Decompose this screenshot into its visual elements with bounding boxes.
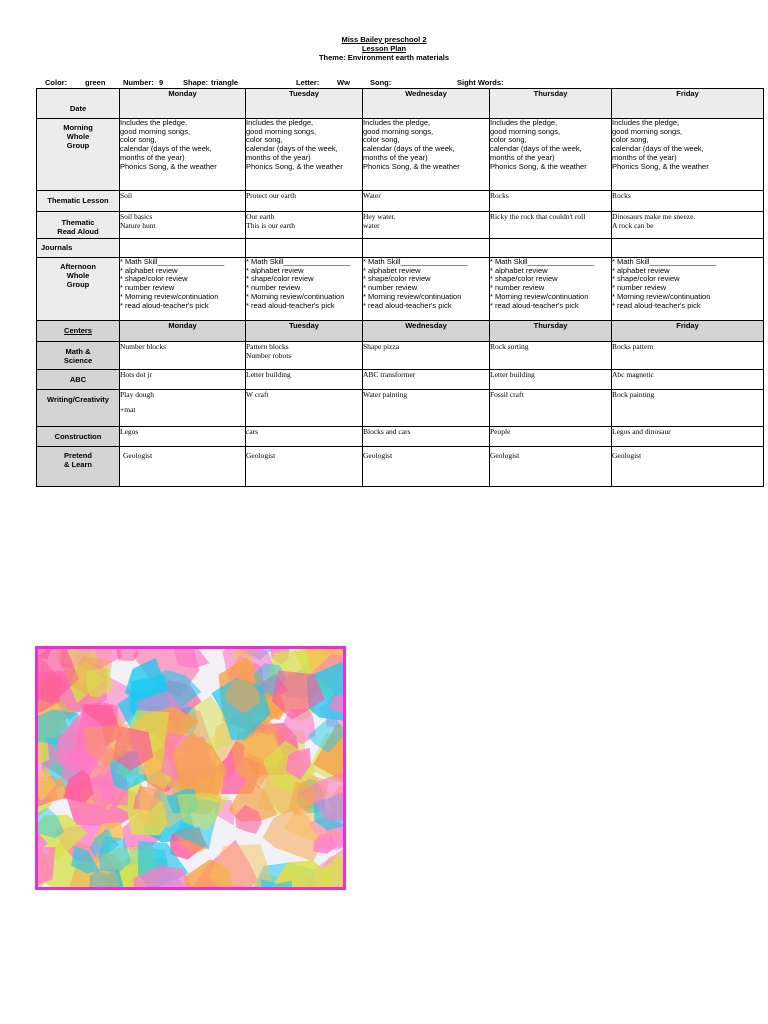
morning-label: Morning Whole Group: [37, 119, 120, 191]
afternoon-line: * number review: [120, 283, 175, 293]
math-cell: Shape pizza: [363, 342, 490, 370]
writing-label: Writing/Creativity: [37, 390, 120, 427]
morning-cell: [363, 119, 490, 191]
afternoon-label: Afternoon Whole Group: [37, 258, 120, 321]
journal-cell: [120, 239, 246, 258]
tissue-piece: [174, 649, 209, 668]
lesson-cell: Protect our earth: [246, 191, 363, 212]
afternoon-line: * read aloud-teacher's pick: [363, 300, 452, 310]
morning-line: Phonics Song, & the weather: [490, 161, 587, 171]
journal-cell: [363, 239, 490, 258]
afternoon-line: * number review: [363, 283, 418, 293]
construction-row: [37, 427, 764, 447]
morning-line: Includes the pledge,: [612, 118, 680, 127]
shape-label: Shape:: [183, 78, 209, 87]
abc-cell: Hots dot jr: [120, 370, 246, 390]
days-header-row: [37, 89, 764, 119]
center-day-header: Friday: [612, 321, 764, 342]
math-cell: Rocks pattern: [612, 342, 764, 370]
thematic-lesson-row: [37, 191, 764, 212]
construction-cell: cars: [246, 427, 363, 447]
abc-row: [37, 370, 764, 390]
abc-label: ABC: [37, 370, 120, 390]
morning-line: good morning songs,: [612, 126, 683, 136]
pretend-cell: Geologist: [246, 447, 363, 487]
morning-line: color song,: [363, 135, 400, 145]
morning-line: months of the year): [120, 152, 185, 162]
afternoon-line: * shape/color review: [490, 274, 558, 284]
plan-subtitle: Lesson Plan: [361, 44, 407, 53]
afternoon-line: * number review: [612, 283, 667, 293]
pretend-cell: Geologist: [612, 447, 764, 487]
afternoon-line: * Math Skill________________: [120, 257, 225, 266]
morning-cell: [120, 119, 246, 191]
morning-line: Includes the pledge,: [363, 118, 431, 127]
morning-line: calendar (days of the week,: [120, 144, 212, 154]
morning-line: months of the year): [246, 152, 311, 162]
morning-line: good morning songs,: [363, 126, 434, 136]
afternoon-line: * shape/color review: [363, 274, 431, 284]
read-aloud-row: [37, 212, 764, 239]
afternoon-line: * Morning review/continuation: [246, 291, 345, 301]
day-header: Friday: [612, 89, 764, 119]
afternoon-row: [37, 258, 764, 321]
morning-line: Includes the pledge,: [120, 118, 188, 127]
color-label: Color:: [45, 78, 68, 87]
center-day-header: Thursday: [490, 321, 612, 342]
journals-label: Journals: [37, 239, 120, 258]
afternoon-line: * alphabet review: [612, 265, 670, 275]
number-value: 9: [159, 78, 164, 87]
afternoon-line: * Morning review/continuation: [363, 291, 462, 301]
morning-line: calendar (days of the week,: [490, 144, 582, 154]
math-cell: Rock sorting: [490, 342, 612, 370]
afternoon-line: * alphabet review: [120, 265, 178, 275]
color-value: green: [85, 78, 106, 87]
morning-line: calendar (days of the week,: [246, 144, 338, 154]
morning-line: color song,: [120, 135, 157, 145]
construction-cell: People: [490, 427, 612, 447]
morning-line: Phonics Song, & the weather: [246, 161, 343, 171]
afternoon-line: * shape/color review: [120, 274, 188, 284]
afternoon-line: * Morning review/continuation: [612, 291, 711, 301]
letter-label: Letter:: [296, 78, 320, 87]
afternoon-line: * read aloud-teacher's pick: [120, 300, 209, 310]
math-cell: Number blocks: [120, 342, 246, 370]
afternoon-line: * number review: [246, 283, 301, 293]
morning-line: months of the year): [363, 152, 428, 162]
song-label: Song:: [370, 78, 392, 87]
afternoon-line: * Math Skill________________: [246, 257, 351, 266]
construction-cell: Legos and dinosaur: [612, 427, 764, 447]
writing-cell: Fossil craft: [490, 390, 612, 427]
center-day-header: Wednesday: [363, 321, 490, 342]
writing-row: [37, 390, 764, 427]
shape-value: triangle: [211, 78, 239, 87]
writing-cell: W craft: [246, 390, 363, 427]
abc-cell: ABC transformer: [363, 370, 490, 390]
construction-cell: Legos: [120, 427, 246, 447]
math-science-label: Math & Science: [37, 342, 120, 370]
afternoon-line: * read aloud-teacher's pick: [246, 300, 335, 310]
afternoon-line: * Math Skill________________: [363, 257, 468, 266]
morning-cell: [490, 119, 612, 191]
date-label: Date: [37, 89, 120, 119]
journal-cell: [490, 239, 612, 258]
morning-line: months of the year): [490, 152, 555, 162]
writing-cell: Water painting: [363, 390, 490, 427]
afternoon-line: * shape/color review: [612, 274, 680, 284]
pretend-cell: Geologist: [120, 447, 246, 487]
lesson-cell: Soil: [120, 191, 246, 212]
abc-cell: Letter building: [490, 370, 612, 390]
afternoon-cell: [120, 258, 246, 321]
journals-row: [37, 239, 764, 258]
afternoon-line: * read aloud-teacher's pick: [490, 300, 579, 310]
sight-words-label: Sight Words:: [457, 78, 504, 87]
journal-cell: [612, 239, 764, 258]
day-header: Thursday: [490, 89, 612, 119]
morning-line: Includes the pledge,: [246, 118, 314, 127]
plan-theme: Theme: Environment earth materials: [318, 53, 450, 62]
day-header: Tuesday: [246, 89, 363, 119]
pretend-cell: Geologist: [490, 447, 612, 487]
writing-cell: Play dough +mat: [120, 390, 246, 427]
read-aloud-cell: Soil basics Nature hunt: [120, 212, 246, 239]
math-science-row: [37, 342, 764, 370]
abc-cell: Abc magnetic: [612, 370, 764, 390]
afternoon-cell: [363, 258, 490, 321]
day-header: Wednesday: [363, 89, 490, 119]
afternoon-line: * Morning review/continuation: [490, 291, 589, 301]
morning-line: Includes the pledge,: [490, 118, 558, 127]
afternoon-line: * Math Skill________________: [612, 257, 717, 266]
plan-title: Miss Bailey preschool 2: [341, 35, 427, 44]
morning-cell: [246, 119, 363, 191]
day-header: Monday: [120, 89, 246, 119]
abc-cell: Letter building: [246, 370, 363, 390]
morning-line: good morning songs,: [490, 126, 561, 136]
construction-label: Construction: [37, 427, 120, 447]
read-aloud-cell: Dinosaurs make me sneeze. A rock can be: [612, 212, 764, 239]
morning-row: [37, 119, 764, 191]
morning-line: color song,: [246, 135, 283, 145]
morning-line: color song,: [490, 135, 527, 145]
morning-line: Phonics Song, & the weather: [363, 161, 460, 171]
center-day-header: Tuesday: [246, 321, 363, 342]
read-aloud-cell: Hey water. water: [363, 212, 490, 239]
morning-line: calendar (days of the week,: [363, 144, 455, 154]
lesson-cell: Rocks: [612, 191, 764, 212]
afternoon-cell: [490, 258, 612, 321]
morning-line: good morning songs,: [246, 126, 317, 136]
center-day-header: Monday: [120, 321, 246, 342]
lesson-plan-table: [36, 88, 764, 487]
tissue-piece: [38, 808, 64, 839]
tissue-paper-collage: [38, 649, 343, 887]
read-aloud-cell: Our earth This is our earth: [246, 212, 363, 239]
number-label: Number:: [123, 78, 154, 87]
afternoon-line: * shape/color review: [246, 274, 314, 284]
thematic-lesson-label: Thematic Lesson: [37, 191, 120, 212]
writing-cell: Rock painting: [612, 390, 764, 427]
tissue-paper-art-photo: [35, 646, 346, 890]
afternoon-cell: [246, 258, 363, 321]
afternoon-line: * alphabet review: [363, 265, 421, 275]
letter-value: Ww: [337, 78, 350, 87]
morning-line: months of the year): [612, 152, 677, 162]
pretend-cell: Geologist: [363, 447, 490, 487]
afternoon-line: * alphabet review: [490, 265, 548, 275]
pretend-learn-label: Pretend & Learn: [37, 447, 120, 487]
afternoon-line: * Morning review/continuation: [120, 291, 219, 301]
afternoon-cell: [612, 258, 764, 321]
afternoon-line: * alphabet review: [246, 265, 304, 275]
morning-line: Phonics Song, & the weather: [120, 161, 217, 171]
lesson-cell: Water: [363, 191, 490, 212]
centers-label: Centers: [37, 321, 120, 342]
morning-line: color song,: [612, 135, 649, 145]
centers-header-row: [37, 321, 764, 342]
afternoon-line: * Math Skill________________: [490, 257, 595, 266]
morning-line: calendar (days of the week,: [612, 144, 704, 154]
construction-cell: Blocks and cars: [363, 427, 490, 447]
read-aloud-cell: Ricky the rock that couldn't roll: [490, 212, 612, 239]
morning-line: good morning songs,: [120, 126, 191, 136]
afternoon-line: * number review: [490, 283, 545, 293]
morning-line: Phonics Song, & the weather: [612, 161, 709, 171]
journal-cell: [246, 239, 363, 258]
pretend-learn-row: [37, 447, 764, 487]
read-aloud-label: Thematic Read Aloud: [37, 212, 120, 239]
morning-cell: [612, 119, 764, 191]
lesson-cell: Rocks: [490, 191, 612, 212]
math-cell: Pattern blocks Number robots: [246, 342, 363, 370]
afternoon-line: * read aloud-teacher's pick: [612, 300, 701, 310]
